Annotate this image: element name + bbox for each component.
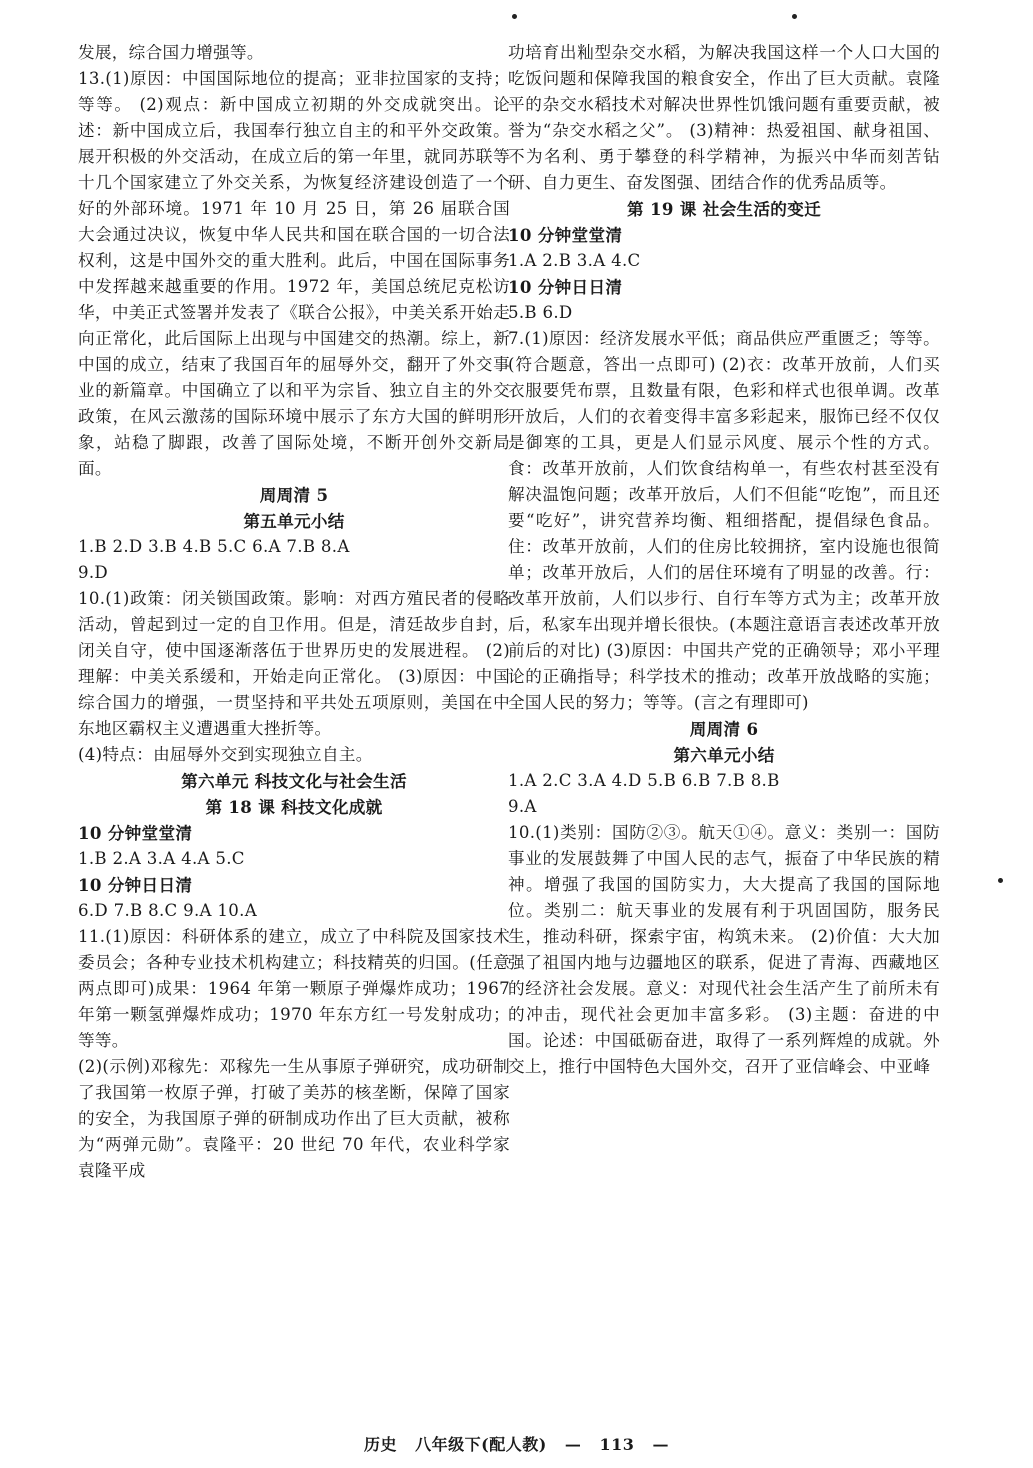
- scan-dot: [512, 14, 517, 19]
- section-heading: 第五单元小结: [243, 511, 345, 531]
- answer-paragraph: 发展，综合国力增强等。: [78, 43, 264, 62]
- answer-paragraph: 1.B 2.D 3.B 4.B 5.C 6.A 7.B 8.A: [78, 537, 350, 556]
- section-heading: 第六单元小结: [673, 745, 775, 765]
- answer-paragraph: 11.(1)原因：科研体系的建立，成立了中科院及国家技术委员会；各种专业技术机构建立；科技精英的归国。(任意两点即可)成果：1964 年第一颗原子弹爆炸成功；1967 年第一颗氢弹爆炸成功；1970 年东方红一号发射成功；等等。: [78, 927, 510, 1050]
- page-footer: [0, 1432, 1033, 1455]
- section-heading: 10 分钟堂堂清: [78, 823, 193, 843]
- section-heading: 周周清 5: [259, 485, 329, 505]
- right-column: [508, 40, 940, 1080]
- answer-paragraph: 5.B 6.D: [508, 303, 573, 322]
- answer-paragraph: 1.B 2.A 3.A 4.A 5.C: [78, 849, 245, 868]
- page-number: 113: [599, 1435, 635, 1454]
- answer-paragraph: (4)特点：由屈辱外交到实现独立自主。: [78, 745, 373, 764]
- section-heading: 10 分钟堂堂清: [508, 225, 623, 245]
- answer-paragraph: 10.(1)政策：闭关锁国政策。影响：对西方殖民者的侵略活动，曾起到过一定的自卫作用。但是，清廷故步自封，闭关自守，使中国逐渐落伍于世界历史的发展进程。 (2)理解：中美关系缓和，开始走向正常化。 (3)原因：中国综合国力的增强，一贯坚持和平共处五项原则，美国在中东地区霸权主义遭遇重大挫折等。: [78, 589, 510, 738]
- answer-paragraph: 功培育出籼型杂交水稻，为解决我国这样一个人口大国的吃饭问题和保障我国的粮食安全，作出了巨大贡献。袁隆平的杂交水稻技术对解决世界性饥饿问题有重要贡献，被誉为“杂交水稻之父”。 (3)精神：热爱祖国、献身祖国、不为名利、勇于攀登的科学精神，为振兴中华而刻苦钻研、自力更生、奋发图强、团结合作的优秀品质等。: [508, 43, 940, 192]
- section-heading: 10 分钟日日清: [78, 875, 193, 895]
- answer-paragraph: 9.D: [78, 563, 109, 582]
- answer-paragraph: 10.(1)类别：国防②③。航天①④。意义：类别一：国防事业的发展鼓舞了中国人民的志气，振奋了中华民族的精神。增强了我国的国防实力，大大提高了我国的国际地位。类别二：航天事业的发展有利于巩固国防，服务民生，推动科研，探索宇宙，构筑未来。 (2)价值：大大加强了祖国内地与边疆地区的联系，促进了青海、西藏地区的经济社会发展。意义：对现代社会生活产生了前所未有的冲击，现代社会更加丰富多彩。 (3)主题：奋进的中国。论述：中国砥砺奋进，取得了一系列辉煌的成就。外交上，推行中国特色大国外交，召开了亚信峰会、中亚峰: [508, 823, 940, 1076]
- answer-paragraph: 9.A: [508, 797, 537, 816]
- answer-paragraph: (2)(示例)邓稼先：邓稼先一生从事原子弹研究，成功研制了我国第一枚原子弹，打破了美苏的核垄断，保障了国家的安全，为我国原子弹的研制成功作出了巨大贡献，被称为“两弹元勋”。袁隆平：20 世纪 70 年代，农业科学家袁隆平成: [78, 1057, 510, 1180]
- footer-grade: 八年级下(配人教): [415, 1435, 547, 1454]
- section-heading: 第 19 课 社会生活的变迁: [627, 199, 821, 219]
- footer-dash: —: [564, 1435, 582, 1454]
- answer-paragraph: 13.(1)原因：中国国际地位的提高；亚非拉国家的支持；等等。 (2)观点：新中国成立初期的外交成就突出。论述：新中国成立后，我国奉行独立自主的和平外交政策。展开积极的外交活动，在成立后的第一年里，就同苏联等十几个国家建立了外交关系，为恢复经济建设创造了一个好的外部环境。1971 年 10 月 25 日，第 26 届联合国大会通过决议，恢复中华人民共和国在联合国的一切合法权利，这是中国外交的重大胜利。此后，中国在国际事务中发挥越来越重要的作用。1972 年，美国总统尼克松访华，中美正式签署并发表了《联合公报》，中美关系开始走向正常化，此后国际上出现与中国建交的热潮。综上，新中国的成立，结束了我国百年的屈辱外交，翻开了外交事业的新篇章。中国确立了以和平为宗旨、独立自主的外交政策，在风云激荡的国际环境中展示了东方大国的鲜明形象，站稳了脚跟，改善了国际处境，不断开创外交新局面。: [78, 69, 510, 478]
- section-heading: 周周清 6: [689, 719, 759, 739]
- footer-subject: 历史: [364, 1435, 398, 1454]
- section-heading: 10 分钟日日清: [508, 277, 623, 297]
- answer-paragraph: 7.(1)原因：经济发展水平低；商品供应严重匮乏；等等。(符合题意，答出一点即可) (2)衣：改革开放前，人们买衣服要凭布票，且数量有限，色彩和样式也很单调。改革开放后，人们的衣着变得丰富多彩起来，服饰已经不仅仅是御寒的工具，更是人们显示风度、展示个性的方式。食：改革开放前，人们饮食结构单一，有些农村甚至没有解决温饱问题；改革开放后，人们不但能“吃饱”，而且还要“吃好”，讲究营养均衡、粗细搭配，提倡绿色食品。住：改革开放前，人们的住房比较拥挤，室内设施也很简单；改革开放后，人们的居住环境有了明显的改善。行：改革开放前，人们以步行、自行车等方式为主；改革开放后，私家车出现并增长很快。(本题注意语言表述改革开放前后的对比) (3)原因：中国共产党的正确领导；邓小平理论的正确指导；科学技术的推动；改革开放战略的实施；全国人民的努力；等等。(言之有理即可): [508, 329, 940, 712]
- answer-paragraph: 1.A 2.B 3.A 4.C: [508, 251, 641, 270]
- section-heading: 第六单元 科技文化与社会生活: [181, 771, 407, 791]
- answer-paragraph: 1.A 2.C 3.A 4.D 5.B 6.B 7.B 8.B: [508, 771, 780, 790]
- section-heading: 第 18 课 科技文化成就: [205, 797, 383, 817]
- scan-dot: [998, 878, 1003, 883]
- answer-paragraph: 6.D 7.B 8.C 9.A 10.A: [78, 901, 257, 920]
- footer-dash: —: [652, 1435, 669, 1454]
- left-column: [78, 40, 510, 1184]
- scan-dot: [792, 14, 797, 19]
